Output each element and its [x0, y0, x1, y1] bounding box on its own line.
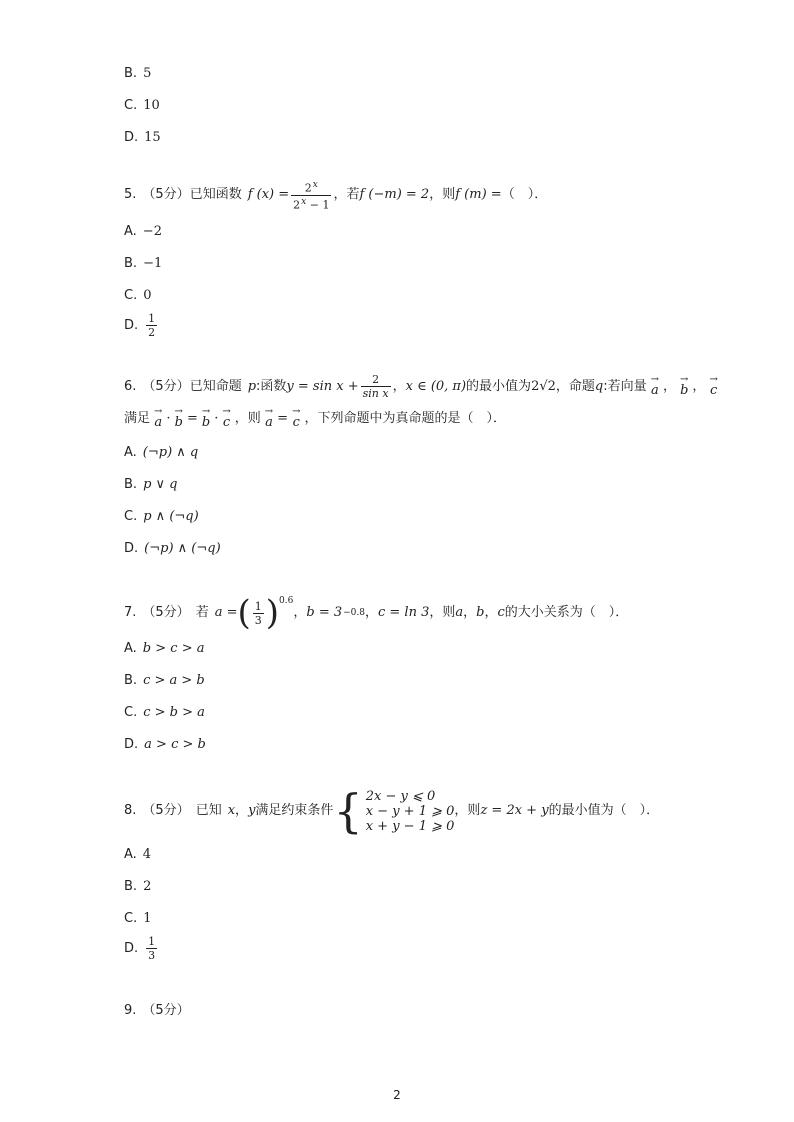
q4-option-d: D. 15	[124, 130, 161, 145]
q4-option-b: B. 5	[124, 66, 152, 81]
q7-option-a: A. b > c > a	[124, 641, 205, 656]
q5-option-b: B. −1	[124, 256, 163, 271]
q4-option-c: C. 10	[124, 98, 160, 113]
q7-stem: 7. （5分） 若 a = ( $\frac{1}{3}$ ) 0.6 ， b = 3 −0.8 ， c = ln 3 ，则 a ， b ， c 的大小关系为（ ）．	[124, 593, 629, 633]
q8-stem: 8. （5分） 已知 x ， y 满足约束条件 { 2x − y ⩽ 0 x − y + 1 ⩾ 0 x + y − 1 ⩾ 0 ，则 z = 2x + y 的最小值为（ ）．	[124, 784, 660, 838]
q5-function-fraction: $\frac{2^x}{2^x - 1}$	[293, 180, 330, 212]
q6-option-c: C. p ∧ (¬q)	[124, 509, 199, 524]
q8-option-a: A. 4	[124, 847, 152, 862]
vector-c: → c	[709, 374, 718, 398]
q5-option-d: D. $\frac{1}{2}$	[124, 312, 156, 339]
vector-b: → b	[680, 374, 689, 398]
q6-option-b: B. p ∨ q	[124, 477, 178, 492]
q6-stem-line2: 满足 → a · → b = → b · → c ，则 → a = → c ，下列命题中为真命题的是（ ）．	[124, 406, 506, 430]
q7-option-d: D. a > c > b	[124, 737, 206, 752]
q6-stem-line1: 6. （5分） 已知命题 p :函数 y = sin x + $\frac{2}{\text{sin x}}$ ， x ∈ (0, π) 的最小值为 2√2 ，命题 q :若向量 → a ， → b ， → c	[124, 373, 718, 400]
q5-stem: 5. （5分） 已知函数 f (x) = $\frac{2^x}{2^x - 1}$ ，若 f (−m) = 2 ，则 f (m) = （ ）．	[124, 180, 548, 212]
q5-option-a: A. −2	[124, 224, 162, 239]
page-number: 2	[393, 1088, 401, 1102]
constraint-system: 2x − y ⩽ 0 x − y + 1 ⩾ 0 x + y − 1 ⩾ 0	[365, 788, 455, 834]
q6-option-d: D. (¬p) ∧ (¬q)	[124, 541, 221, 556]
q6-option-a: A. (¬p) ∧ q	[124, 445, 199, 460]
q8-option-c: C. 1	[124, 911, 152, 926]
q9-stem: 9. （5分）	[124, 1003, 190, 1018]
q7-option-b: B. c > a > b	[124, 673, 205, 688]
q5-option-c: C. 0	[124, 288, 152, 303]
vector-a: → a	[650, 374, 660, 398]
q8-option-b: B. 2	[124, 879, 152, 894]
q7-option-c: C. c > b > a	[124, 705, 205, 720]
q8-option-d: D. $\frac{1}{3}$	[124, 935, 156, 962]
